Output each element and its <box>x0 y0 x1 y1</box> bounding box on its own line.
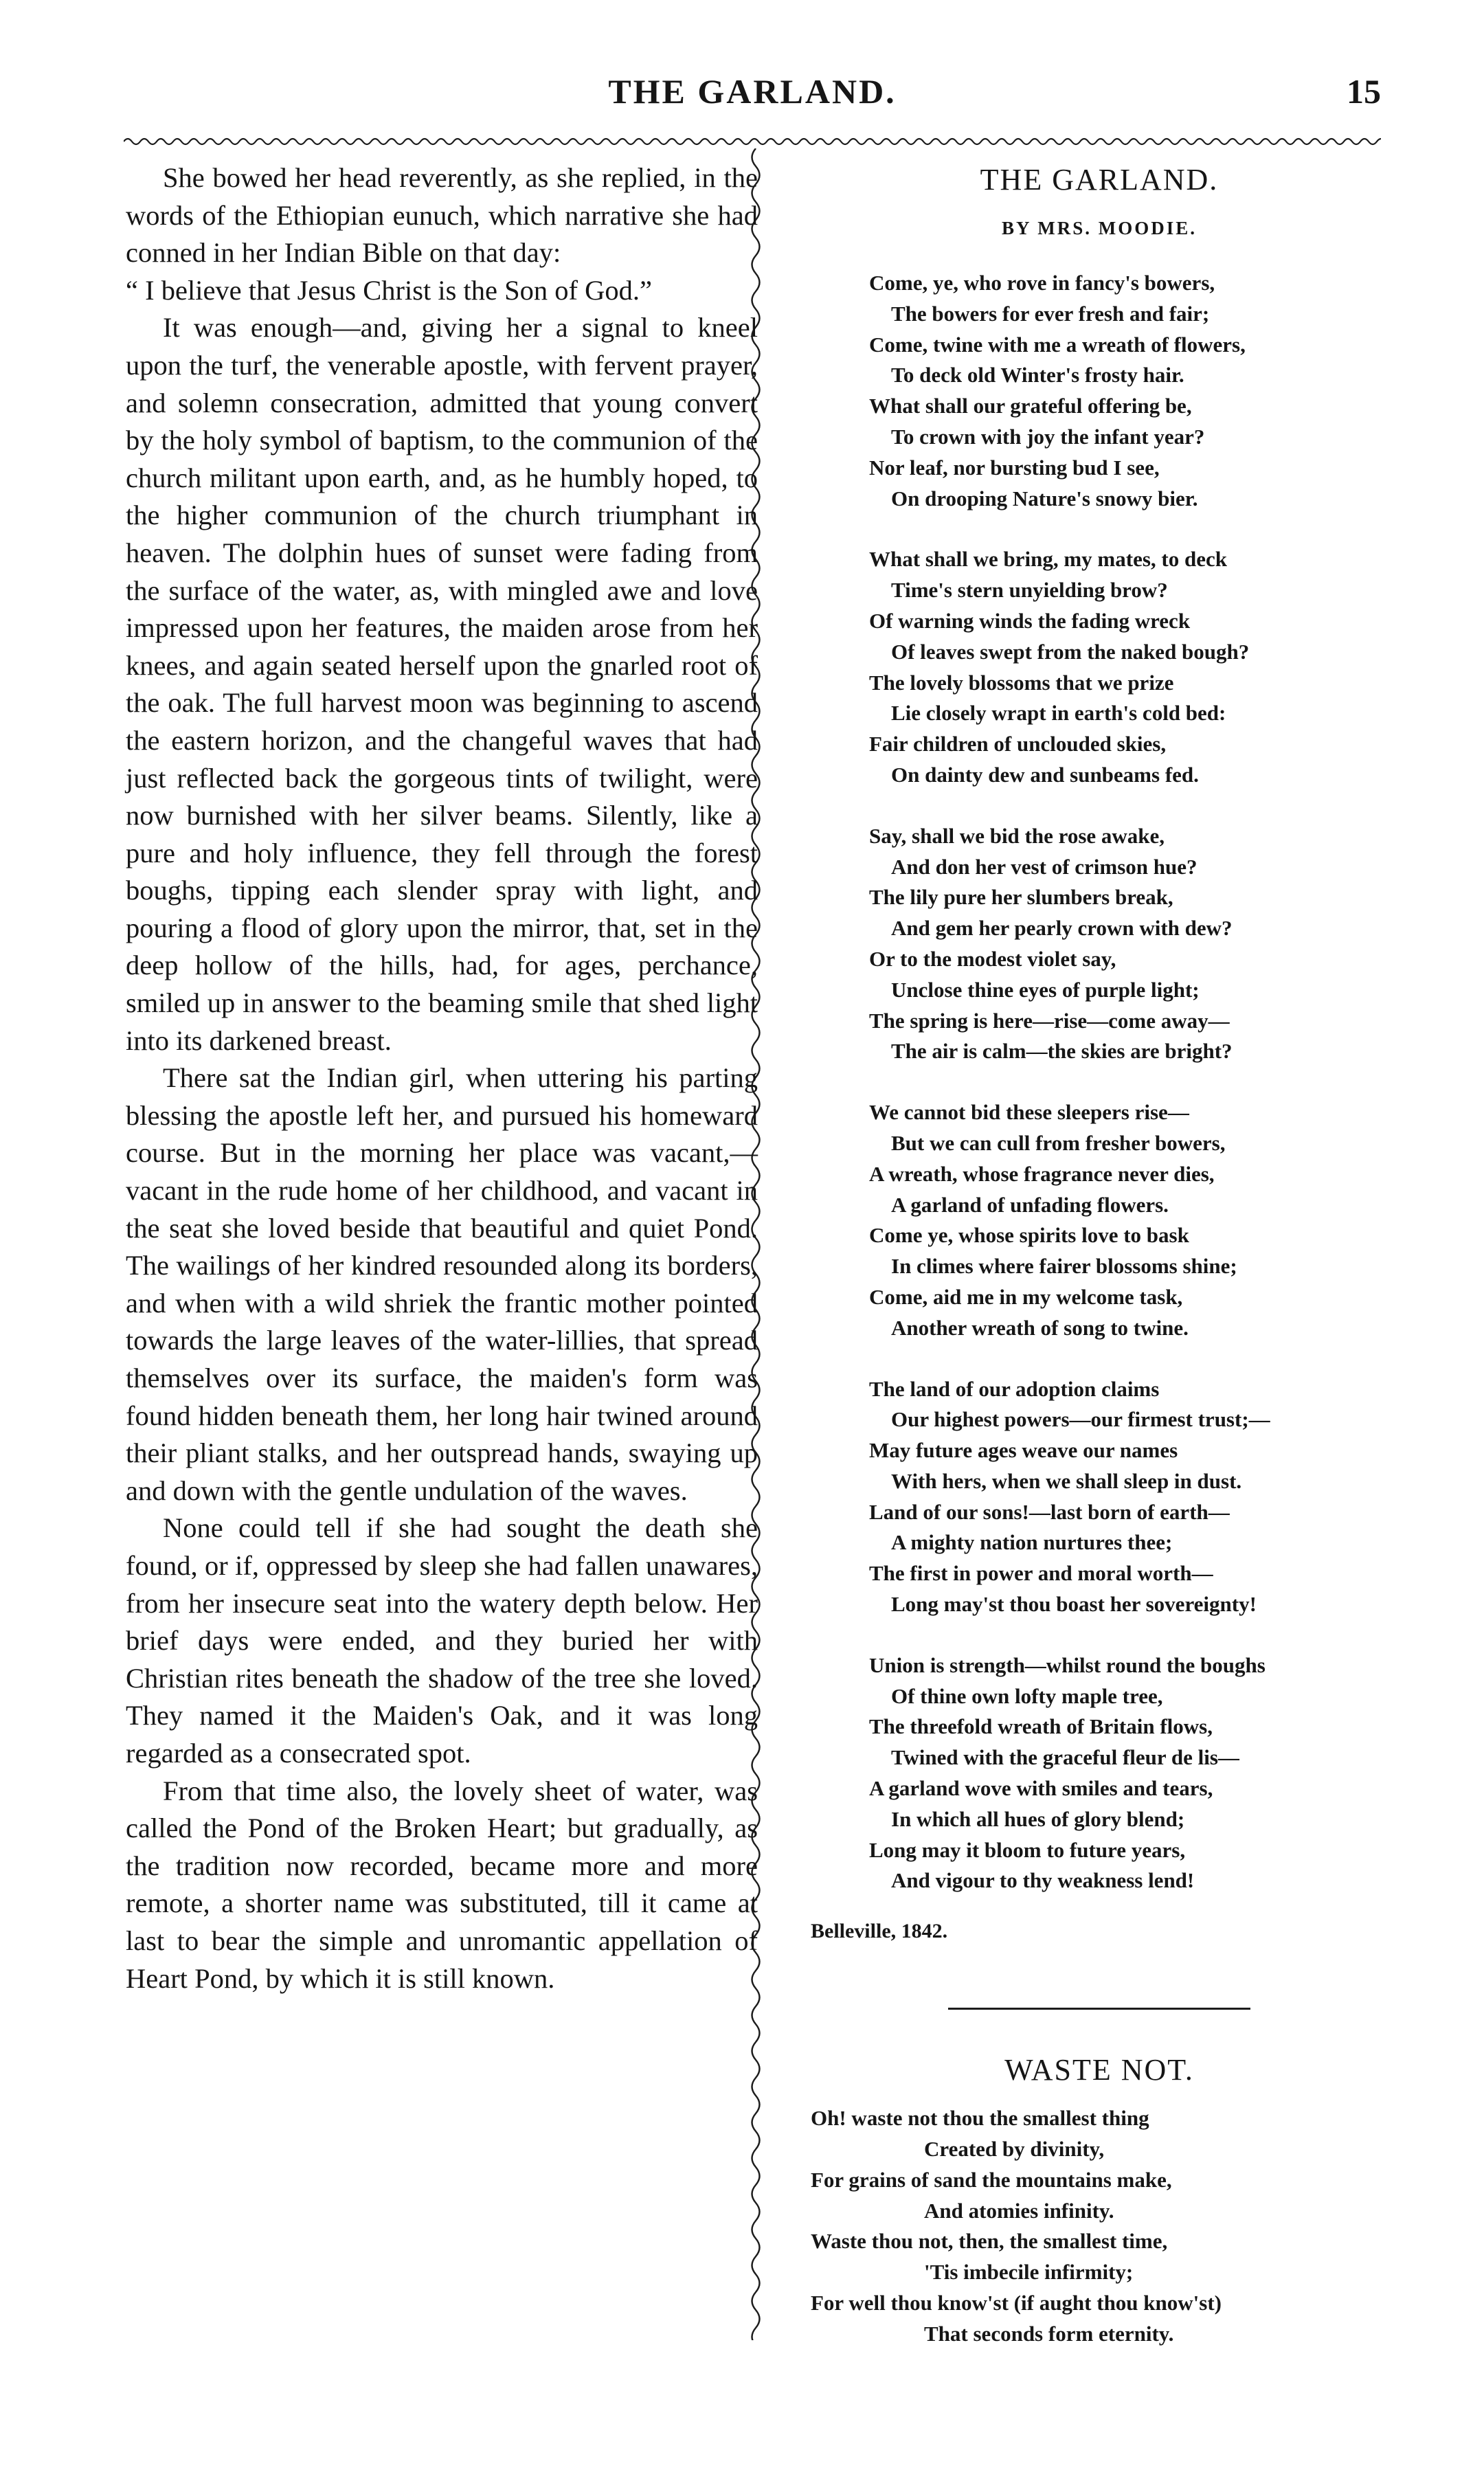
poem-line: Twined with the graceful fleur de lis— <box>891 1745 1239 1770</box>
poem-line: The lily pure her slumbers break, <box>869 885 1173 910</box>
poem-stanzas <box>811 268 1388 1896</box>
poetry-column <box>811 159 1388 2350</box>
header-wavy-rule <box>124 135 1381 148</box>
poem-line: The land of our adoption claims <box>869 1376 1160 1401</box>
poem-line: A mighty nation nurtures thee; <box>891 1530 1173 1555</box>
poem-line: On drooping Nature's snowy bier. <box>891 486 1198 511</box>
poem-line: Union is strength—whilst round the boughs <box>869 1652 1266 1677</box>
poem-line: Unclose thine eyes of purple light; <box>891 977 1200 1002</box>
article-paragraph: “ I believe that Jesus Christ is the Son of God.” <box>126 274 652 306</box>
poem-line: To deck old Winter's frosty hair. <box>891 363 1184 388</box>
page-number: 15 <box>1347 72 1381 111</box>
article-column <box>126 159 758 1997</box>
poem-line: Nor leaf, nor bursting bud I see, <box>869 455 1160 480</box>
poem-line: Fair children of unclouded skies, <box>869 732 1167 756</box>
poem-line: Come ye, whose spirits love to bask <box>869 1223 1189 1248</box>
article-paragraph: It was enough—and, giving her a signal to kneel upon the turf, the venerable apostle, with fervent prayer, and solemn consecration, admitted that young convert by the holy symbol of baptism, to the communion of the church militant upon earth, and, as he humbly hoped, to the higher communion of the church triumphant in heaven. The dolphin hues of sunset were fading from the surface of the water, as, with mingled awe and love impressed upon her features, the maiden arose from her knees, and again seated herself upon the gnarled root of the oak. The full harvest moon was beginning to ascend the eastern horizon, and the changeful waves that had just reflected back the gorgeous tints of twilight, were now burnished with her silver beams. Silently, like a pure and holy influence, they fell through the forest boughs, tipping each slender spray with light, and pouring a flood of glory upon the mirror, that, set in the deep hollow of the hills, had, for ages, perchance, smiled up in answer to the beaming smile that shed light into its darkened breast. <box>126 312 758 1056</box>
poem-line: Or to the modest violet say, <box>869 946 1116 971</box>
poem-line: Come, twine with me a wreath of flowers, <box>869 332 1246 357</box>
poem-stanza <box>869 268 1388 514</box>
poem-stanza <box>869 1374 1388 1620</box>
poem-line: The air is calm—the skies are bright? <box>891 1039 1233 1064</box>
article-paragraph: She bowed her head reverently, as she replied, in the words of the Ethiopian eunuch, which narrative she had conned in her Indian Bible on that day: <box>126 162 758 269</box>
poem-line: The bowers for ever fresh and fair; <box>891 301 1210 326</box>
poem-stanza <box>869 544 1388 790</box>
page-header <box>124 71 1381 126</box>
article-paragraph: There sat the Indian girl, when uttering his parting blessing the apostle left her, and pursued his homeward course. But in the morning her place was vacant,—vacant in the rude home of her childhood, and vacant in the seat she loved beside that beautiful and quiet Pond. The wailings of her kindred resounded along its borders, and when with a wild shriek the frantic mother pointed towards the large leaves of the water-lillies, that spread themselves over its surface, the maiden's form was found hidden beneath them, her long hair twined around their pliant stalks, and her outspread hands, swaying up and down with the gentle undulation of the waves. <box>126 1062 758 1506</box>
poem-line: Long may it bloom to future years, <box>869 1837 1186 1862</box>
poem-line: Another wreath of song to twine. <box>891 1315 1189 1340</box>
poem-line: Waste thou not, then, the smallest time, <box>811 2229 1168 2254</box>
poem-line: In which all hues of glory blend; <box>891 1806 1185 1831</box>
poem-line: Of warning winds the fading wreck <box>869 608 1191 633</box>
poem-author: BY MRS. MOODIE. <box>1001 218 1197 238</box>
poem-line: And vigour to thy weakness lend! <box>891 1868 1195 1893</box>
poem-stanza <box>869 821 1388 1067</box>
poem-line: Lie closely wrapt in earth's cold bed: <box>891 701 1226 726</box>
poem-line: With hers, when we shall sleep in dust. <box>891 1468 1242 1493</box>
poem-line: Long may'st thou boast her sovereignty! <box>891 1592 1257 1617</box>
poem-line: 'Tis imbecile infirmity; <box>924 2260 1134 2285</box>
poem-line: Our highest powers—our firmest trust;— <box>891 1407 1270 1432</box>
poem-dateline: Belleville, 1842. <box>811 1920 948 1943</box>
poem-line: In climes where fairer blossoms shine; <box>891 1254 1237 1279</box>
poem-line: What shall we bring, my mates, to deck <box>869 547 1227 572</box>
poem-line: But we can cull from fresher bowers, <box>891 1130 1226 1155</box>
poem-line: We cannot bid these sleepers rise— <box>869 1100 1189 1125</box>
poem-line: And atomies infinity. <box>924 2198 1114 2223</box>
poem-line: That seconds form eternity. <box>924 2321 1174 2346</box>
poem-line: Of thine own lofty maple tree, <box>891 1683 1163 1708</box>
poem-line: And gem her pearly crown with dew? <box>891 916 1233 941</box>
poem-line: The lovely blossoms that we prize <box>869 670 1174 695</box>
poem-line: For well thou know'st (if aught thou know'st) <box>811 2291 1222 2315</box>
poem-line: To crown with joy the infant year? <box>891 424 1205 449</box>
poem-line: On dainty dew and sunbeams fed. <box>891 762 1199 787</box>
poem-line: Come, ye, who rove in fancy's bowers, <box>869 271 1215 295</box>
poem-line: Oh! waste not thou the smallest thing <box>811 2106 1149 2131</box>
poem-line: The spring is here—rise—come away— <box>869 1008 1230 1033</box>
section-divider <box>948 2008 1250 2010</box>
poem-stanza <box>869 1650 1388 1896</box>
poem-line: Land of our sons!—last born of earth— <box>869 1499 1230 1524</box>
article-paragraph: From that time also, the lovely sheet of water, was called the Pond of the Broken Heart; but gradually, as the tradition now recorded, became more and more remote, a shorter name was substituted, till it came at last to bear the simple and unromantic appellation of Heart Pond, by which it is still known. <box>126 1775 758 1994</box>
poem-line: What shall our grateful offering be, <box>869 394 1192 418</box>
poem-line: A garland wove with smiles and tears, <box>869 1776 1213 1801</box>
poem-line: And don her vest of crimson hue? <box>891 854 1198 879</box>
poem2-title: WASTE NOT. <box>1004 2053 1194 2087</box>
poem-line: May future ages weave our names <box>869 1438 1178 1463</box>
article-paragraph: None could tell if she had sought the death she found, or if, oppressed by sleep she had fallen unawares, from her insecure seat into the watery depth below. Her brief days were ended, and they buried her with Christian rites beneath the shadow of the tree she loved. They named it the Maiden's Oak, and it was long regarded as a consecrated spot. <box>126 1512 758 1769</box>
poem-line: Say, shall we bid the rose awake, <box>869 823 1165 848</box>
poem-line: The first in power and moral worth— <box>869 1561 1213 1586</box>
poem-title: THE GARLAND. <box>980 163 1219 197</box>
poem-line: Of leaves swept from the naked bough? <box>891 639 1250 664</box>
poem-line: Created by divinity, <box>924 2137 1105 2162</box>
poem-line: A garland of unfading flowers. <box>891 1192 1169 1217</box>
poem-line: The threefold wreath of Britain flows, <box>869 1714 1213 1739</box>
poem-line: A wreath, whose fragrance never dies, <box>869 1161 1215 1186</box>
poem-stanza <box>869 1097 1388 1343</box>
running-title: THE GARLAND. <box>608 72 897 111</box>
poem-line: Time's stern unyielding brow? <box>891 578 1168 603</box>
poem-line: For grains of sand the mountains make, <box>811 2167 1172 2192</box>
poem-line: Come, aid me in my welcome task, <box>869 1284 1183 1309</box>
poem2-stanza <box>811 2103 1388 2349</box>
